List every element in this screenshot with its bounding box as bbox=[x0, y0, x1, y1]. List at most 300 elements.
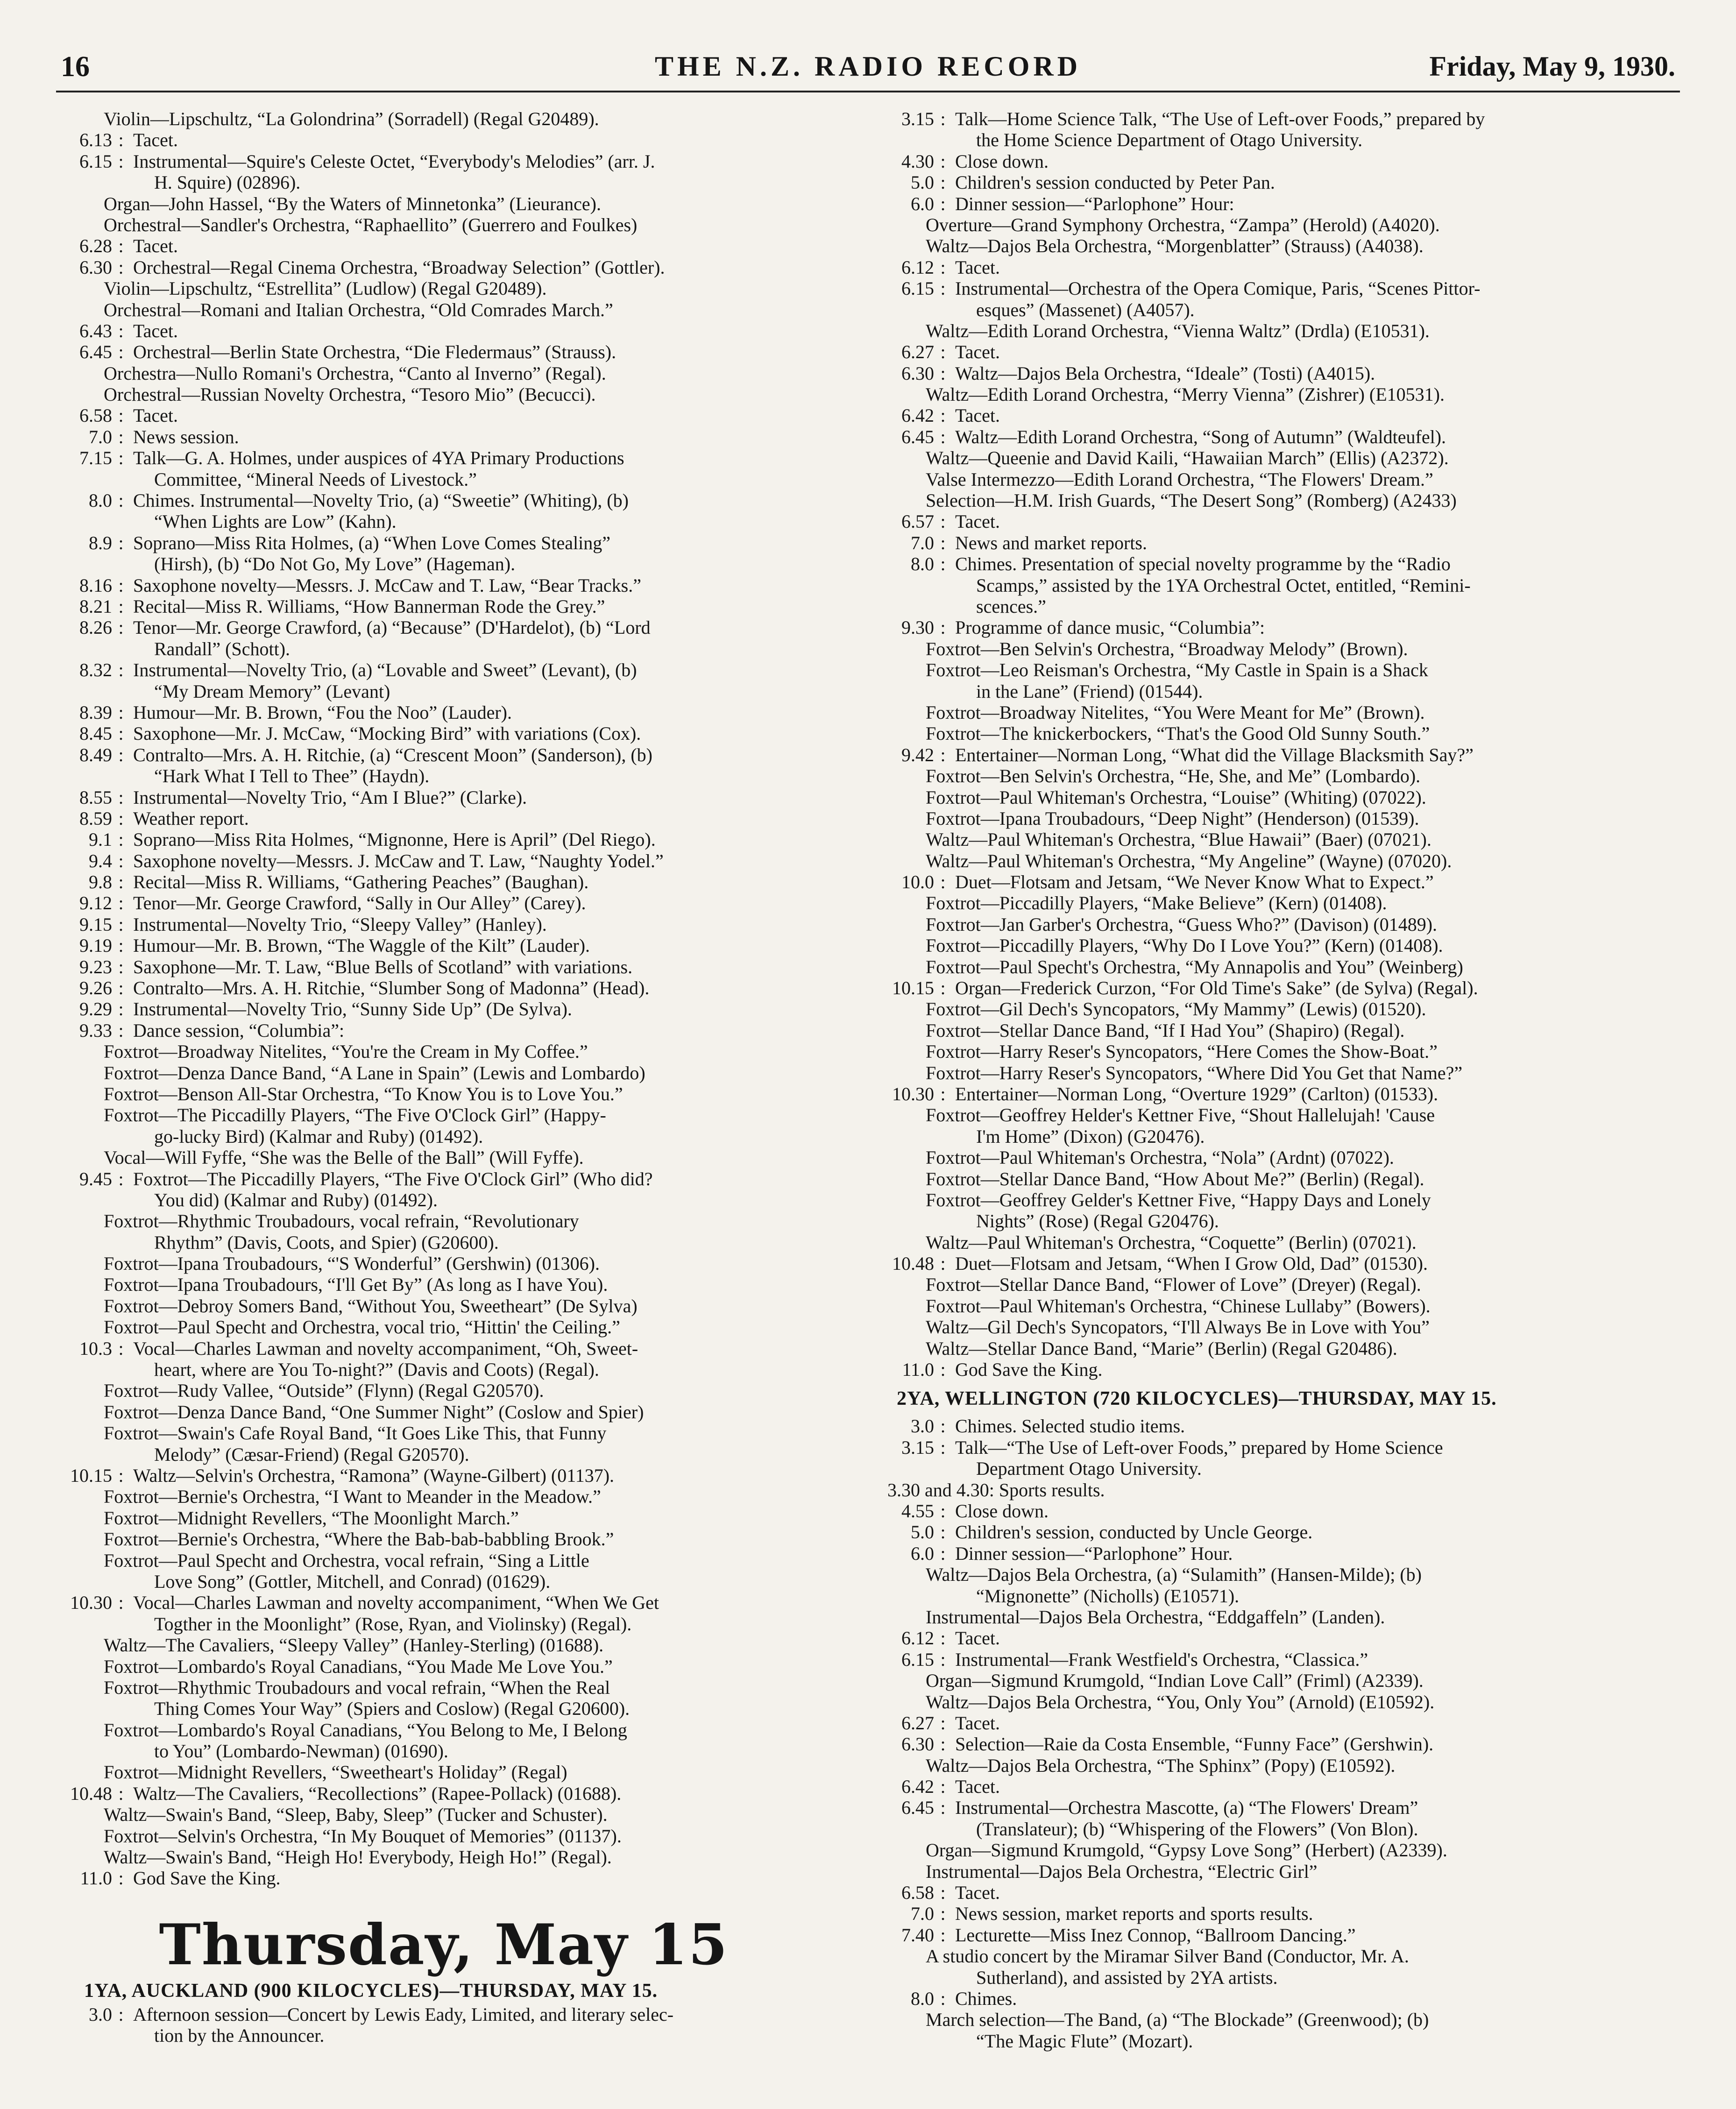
programme-line bbox=[56, 1741, 831, 1762]
programme-line bbox=[878, 638, 1672, 659]
programme-line bbox=[878, 341, 1672, 362]
programme-text: Waltz—Dajos Bela Orchestra, “You, Only You” (Arnold) (E10592). bbox=[926, 1691, 1435, 1713]
programme-line bbox=[56, 1614, 831, 1635]
programme-line bbox=[878, 1670, 1672, 1691]
time-label: 6.30 bbox=[901, 1734, 934, 1755]
programme-text: “When Lights are Low” (Kahn). bbox=[154, 511, 397, 532]
programme-line bbox=[878, 1168, 1672, 1189]
programme-line bbox=[878, 1925, 1672, 1946]
programme-text: Recital—Miss R. Williams, “Gathering Peaches” (Baughan). bbox=[133, 871, 589, 893]
programme-line bbox=[878, 151, 1672, 172]
time-separator: : bbox=[118, 1168, 124, 1189]
programme-text: the Home Science Department of Otago University. bbox=[976, 129, 1363, 151]
programme-line bbox=[56, 1295, 831, 1316]
time-label: 7.0 bbox=[89, 426, 112, 447]
right-column bbox=[878, 108, 1672, 2052]
programme-text: Saxophone novelty—Messrs. J. McCaw and T. Law, “Bear Tracks.” bbox=[133, 574, 641, 596]
programme-text: Togther in the Moonlight” (Rose, Ryan, and Violinsky) (Regal). bbox=[154, 1613, 632, 1635]
programme-line bbox=[878, 1104, 1672, 1125]
programme-line bbox=[56, 1126, 831, 1147]
time-separator: : bbox=[118, 447, 124, 469]
programme-text: “Mignonette” (Nicholls) (E10571). bbox=[976, 1585, 1240, 1607]
programme-text: Foxtrot—Jan Garber's Orchestra, “Guess Who?” (Davison) (01489). bbox=[926, 913, 1438, 935]
programme-text: Waltz—Stellar Dance Band, “Marie” (Berlin) (Regal G20486). bbox=[926, 1338, 1397, 1359]
programme-line bbox=[56, 1253, 831, 1274]
programme-line bbox=[56, 341, 831, 362]
programme-text: Tacet. bbox=[955, 1712, 1000, 1734]
programme-text: Foxtrot—Rhythmic Troubadours, vocal refrain, “Revolutionary bbox=[104, 1210, 579, 1232]
time-separator: : bbox=[118, 256, 124, 278]
time-label: 6.58 bbox=[79, 405, 112, 426]
time-label: 9.1 bbox=[89, 829, 112, 850]
programme-line bbox=[56, 2025, 831, 2046]
programme-text: A studio concert by the Miramar Silver Band (Conductor, Mr. A. bbox=[926, 1946, 1409, 1967]
programme-line bbox=[56, 1804, 831, 1825]
programme-text: Instrumental—Dajos Bela Orchestra, “Electric Girl” bbox=[926, 1861, 1318, 1882]
programme-text: News session. bbox=[133, 426, 239, 447]
programme-text: Chimes. bbox=[955, 1988, 1017, 2009]
time-separator: : bbox=[118, 341, 124, 363]
time-separator: : bbox=[118, 426, 124, 447]
time-separator: : bbox=[940, 150, 946, 172]
time-label: 9.19 bbox=[79, 935, 112, 956]
programme-text: Waltz—Dajos Bela Orchestra, (a) “Sulamith” (Hansen-Milde); (b) bbox=[926, 1564, 1422, 1585]
programme-line bbox=[878, 829, 1672, 850]
time-separator: : bbox=[940, 193, 946, 214]
programme-line bbox=[878, 1083, 1672, 1104]
programme-line bbox=[56, 1465, 831, 1486]
page-header bbox=[56, 50, 1680, 92]
station-heading-1ya: 1YA, AUCKLAND (900 KILOCYCLES)—THURSDAY, MAY 15. bbox=[84, 1980, 658, 2002]
programme-line bbox=[878, 892, 1672, 913]
time-label: 6.57 bbox=[901, 511, 934, 532]
programme-line bbox=[878, 2031, 1672, 2052]
programme-line bbox=[878, 744, 1672, 765]
programme-text: Orchestral—Romani and Italian Orchestra, “Old Comrades March.” bbox=[104, 299, 613, 320]
time-label: 10.15 bbox=[70, 1465, 112, 1486]
programme-line bbox=[56, 1147, 831, 1168]
programme-line bbox=[56, 617, 831, 638]
programme-text: Foxtrot—Stellar Dance Band, “How About Me?” (Berlin) (Regal). bbox=[926, 1168, 1424, 1189]
programme-text: Tacet. bbox=[955, 1628, 1000, 1649]
programme-text: Foxtrot—The Piccadilly Players, “The Five O'Clock Girl” (Who did? bbox=[133, 1168, 653, 1189]
time-separator: : bbox=[940, 362, 946, 384]
programme-text: Selection—Raie da Costa Ensemble, “Funny Face” (Gershwin). bbox=[955, 1734, 1434, 1755]
time-label: 8.55 bbox=[79, 786, 112, 808]
programme-line bbox=[878, 172, 1672, 193]
time-label: 5.0 bbox=[911, 172, 934, 193]
time-label: 8.0 bbox=[89, 490, 112, 511]
programme-line bbox=[56, 257, 831, 278]
time-label: 6.12 bbox=[901, 1628, 934, 1649]
programme-line bbox=[878, 257, 1672, 278]
time-separator: : bbox=[940, 1359, 946, 1380]
programme-line bbox=[878, 1882, 1672, 1903]
programme-line bbox=[56, 193, 831, 214]
time-separator: : bbox=[940, 1543, 946, 1564]
programme-text: Foxtrot—Paul Whiteman's Orchestra, “Nola” (Ardnt) (07022). bbox=[926, 1147, 1394, 1168]
programme-line bbox=[878, 935, 1672, 956]
time-label: 9.12 bbox=[79, 892, 112, 914]
programme-text: Waltz—Edith Lorand Orchestra, “Song of Autumn” (Waldteufel). bbox=[955, 426, 1446, 447]
programme-line bbox=[56, 235, 831, 256]
programme-text: Organ—Sigmund Krumgold, “Gypsy Love Song” (Herbert) (A2339). bbox=[926, 1840, 1447, 1861]
programme-line bbox=[878, 384, 1672, 405]
programme-line bbox=[56, 1316, 831, 1338]
programme-line bbox=[56, 1274, 831, 1295]
time-separator: : bbox=[118, 405, 124, 426]
time-separator: : bbox=[940, 1500, 946, 1522]
time-label: 6.28 bbox=[79, 235, 112, 257]
programme-line bbox=[878, 1126, 1672, 1147]
programme-text: Department Otago University. bbox=[976, 1458, 1202, 1479]
programme-line bbox=[878, 1903, 1672, 1924]
programme-line bbox=[56, 1062, 831, 1083]
programme-text: Instrumental—Orchestra Mascotte, (a) “The Flowers' Dream” bbox=[955, 1797, 1418, 1819]
programme-line bbox=[56, 850, 831, 871]
time-separator: : bbox=[118, 1783, 124, 1804]
programme-line bbox=[878, 1210, 1672, 1231]
programme-line bbox=[878, 214, 1672, 235]
time-separator: : bbox=[940, 617, 946, 638]
programme-text: Waltz—Dajos Bela Orchestra, “Ideale” (Tosti) (A4015). bbox=[955, 362, 1375, 384]
programme-line bbox=[56, 1380, 831, 1401]
time-label: 8.45 bbox=[79, 723, 112, 744]
programme-text: Waltz—Swain's Band, “Sleep, Baby, Sleep” (Tucker and Schuster). bbox=[104, 1804, 608, 1826]
programme-line bbox=[56, 1189, 831, 1210]
programme-text: Organ—John Hassel, “By the Waters of Minnetonka” (Lieurance). bbox=[104, 193, 601, 214]
programme-text: Waltz—Edith Lorand Orchestra, “Merry Vienna” (Zishrer) (E10531). bbox=[926, 384, 1445, 405]
time-label: 9.26 bbox=[79, 977, 112, 999]
time-separator: : bbox=[940, 977, 946, 999]
programme-line bbox=[56, 1210, 831, 1231]
programme-line bbox=[878, 1458, 1672, 1479]
programme-line bbox=[56, 744, 831, 765]
programme-line bbox=[56, 172, 831, 193]
time-separator: : bbox=[118, 235, 124, 257]
programme-line bbox=[56, 1550, 831, 1571]
programme-text: Foxtrot—Paul Whiteman's Orchestra, “Chinese Lullaby” (Bowers). bbox=[926, 1295, 1431, 1316]
time-separator: : bbox=[118, 617, 124, 638]
programme-text: I'm Home” (Dixon) (G20476). bbox=[976, 1125, 1205, 1147]
programme-text: Foxtrot—Paul Specht's Orchestra, “My Annapolis and You” (Weinberg) bbox=[926, 956, 1463, 977]
programme-text: Vocal—Charles Lawman and novelty accompaniment, “When We Get bbox=[133, 1592, 659, 1614]
programme-line bbox=[56, 405, 831, 426]
programme-text: Orchestral—Regal Cinema Orchestra, “Broadway Selection” (Gottler). bbox=[133, 256, 665, 278]
programme-line bbox=[878, 1232, 1672, 1253]
programme-text: Tenor—Mr. George Crawford, (a) “Because” (D'Hardelot), (b) “Lord bbox=[133, 617, 651, 638]
programme-line bbox=[878, 511, 1672, 532]
time-label: 6.15 bbox=[901, 1649, 934, 1670]
programme-line bbox=[56, 490, 831, 511]
programme-line bbox=[56, 511, 831, 532]
programme-text: Selection—H.M. Irish Guards, “The Desert Song” (Romberg) (A2433) bbox=[926, 490, 1457, 511]
programme-text: Committee, “Mineral Needs of Livestock.” bbox=[154, 468, 477, 490]
time-separator: : bbox=[118, 786, 124, 808]
programme-text: 3.30 and 4.30: Sports results. bbox=[887, 1479, 1105, 1500]
programme-text: Foxtrot—The knickerbockers, “That's the Good Old Sunny South.” bbox=[926, 723, 1430, 744]
time-separator: : bbox=[940, 426, 946, 447]
time-separator: : bbox=[118, 829, 124, 850]
time-separator: : bbox=[118, 595, 124, 617]
programme-text: Foxtrot—Debroy Somers Band, “Without You, Sweetheart” (De Sylva) bbox=[104, 1295, 638, 1316]
programme-text: Afternoon session—Concert by Lewis Eady, Limited, and literary selec- bbox=[133, 2003, 674, 2025]
programme-text: Humour—Mr. B. Brown, “The Waggle of the Kilt” (Lauder). bbox=[133, 935, 590, 956]
programme-text: Tacet. bbox=[133, 235, 178, 257]
programme-text: Violin—Lipschultz, “La Golondrina” (Sorradell) (Regal G20489). bbox=[104, 108, 599, 129]
programme-text: Saxophone—Mr. T. Law, “Blue Bells of Scotland” with variations. bbox=[133, 956, 633, 977]
programme-line bbox=[56, 532, 831, 553]
programme-line bbox=[878, 1797, 1672, 1818]
programme-line bbox=[56, 1677, 831, 1698]
programme-line bbox=[878, 1861, 1672, 1882]
programme-line bbox=[56, 447, 831, 468]
day-heading: Thursday, May 15 bbox=[159, 1911, 729, 1978]
programme-line bbox=[878, 1189, 1672, 1210]
programme-line bbox=[878, 1819, 1672, 1840]
programme-line bbox=[878, 363, 1672, 384]
programme-line bbox=[56, 1592, 831, 1613]
programme-text: Foxtrot—Paul Specht and Orchestra, vocal trio, “Hittin' the Ceiling.” bbox=[104, 1316, 620, 1338]
programme-line bbox=[878, 850, 1672, 871]
2ya-programme-list bbox=[878, 1415, 1672, 2052]
programme-line bbox=[878, 596, 1672, 617]
time-separator: : bbox=[118, 320, 124, 341]
time-separator: : bbox=[940, 1522, 946, 1543]
time-label: 11.0 bbox=[902, 1359, 934, 1380]
time-label: 4.30 bbox=[901, 150, 934, 172]
programme-line bbox=[56, 787, 831, 808]
programme-text: Instrumental—Orchestra of the Opera Comique, Paris, “Scenes Pittor- bbox=[955, 278, 1481, 299]
programme-line bbox=[56, 1635, 831, 1656]
time-separator: : bbox=[940, 1797, 946, 1819]
time-separator: : bbox=[940, 1882, 946, 1904]
programme-text: Talk—Home Science Talk, “The Use of Left-over Foods,” prepared by bbox=[955, 108, 1485, 129]
programme-text: in the Lane” (Friend) (01544). bbox=[976, 680, 1203, 702]
left-programme-list bbox=[56, 108, 831, 1889]
programme-line bbox=[878, 1691, 1672, 1713]
programme-line bbox=[56, 1783, 831, 1804]
time-separator: : bbox=[940, 1776, 946, 1798]
programme-line bbox=[878, 447, 1672, 468]
programme-line bbox=[878, 1967, 1672, 1988]
programme-line bbox=[878, 1776, 1672, 1797]
programme-line bbox=[878, 1062, 1672, 1083]
time-label: 10.0 bbox=[901, 871, 934, 893]
time-label: 7.15 bbox=[79, 447, 112, 469]
programme-text: Foxtrot—Midnight Revellers, “The Moonlight March.” bbox=[104, 1507, 519, 1529]
programme-line bbox=[878, 914, 1672, 935]
programme-text: Waltz—Gil Dech's Syncopators, “I'll Always Be in Love with You” bbox=[926, 1316, 1430, 1338]
programme-line bbox=[878, 1316, 1672, 1338]
programme-line bbox=[878, 765, 1672, 786]
programme-line bbox=[878, 1628, 1672, 1649]
programme-text: Foxtrot—Bernie's Orchestra, “Where the Bab-bab-babbling Brook.” bbox=[104, 1529, 614, 1550]
programme-line bbox=[56, 1338, 831, 1359]
time-separator: : bbox=[940, 1415, 946, 1437]
time-label: 6.45 bbox=[901, 1797, 934, 1819]
programme-text: Waltz—Paul Whiteman's Orchestra, “My Angeline” (Wayne) (07020). bbox=[926, 850, 1452, 871]
time-separator: : bbox=[118, 1592, 124, 1614]
programme-text: Duet—Flotsam and Jetsam, “We Never Know What to Expect.” bbox=[955, 871, 1434, 893]
programme-text: Foxtrot—The Piccadilly Players, “The Five O'Clock Girl” (Happy- bbox=[104, 1104, 606, 1126]
time-label: 6.30 bbox=[901, 362, 934, 384]
programme-line bbox=[878, 681, 1672, 702]
programme-text: Tacet. bbox=[955, 405, 1000, 426]
right-programme-list bbox=[878, 108, 1672, 1380]
programme-text: Children's session, conducted by Uncle George. bbox=[955, 1522, 1313, 1543]
programme-line bbox=[878, 278, 1672, 299]
time-separator: : bbox=[940, 341, 946, 363]
time-label: 10.30 bbox=[70, 1592, 112, 1614]
programme-text: Orchestral—Russian Novelty Orchestra, “Tesoro Mio” (Becucci). bbox=[104, 384, 596, 405]
time-separator: : bbox=[118, 659, 124, 681]
time-label: 3.0 bbox=[911, 1415, 934, 1437]
programme-text: heart, where are You To-night?” (Davis and Coots) (Regal). bbox=[154, 1359, 599, 1380]
programme-line bbox=[56, 575, 831, 596]
programme-line bbox=[878, 723, 1672, 744]
programme-text: to You” (Lombardo-Newman) (01690). bbox=[154, 1741, 448, 1762]
programme-text: March selection—The Band, (a) “The Blockade” (Greenwood); (b) bbox=[926, 2009, 1429, 2031]
time-label: 6.15 bbox=[901, 278, 934, 299]
programme-text: (Translateur); (b) “Whispering of the Flowers” (Von Blon). bbox=[976, 1818, 1418, 1840]
programme-text: Chimes. Selected studio items. bbox=[955, 1415, 1185, 1437]
programme-line bbox=[878, 1415, 1672, 1437]
time-label: 6.0 bbox=[911, 1543, 934, 1564]
programme-text: Sutherland), and assisted by 2YA artists. bbox=[976, 1967, 1278, 1988]
time-label: 6.42 bbox=[901, 405, 934, 426]
programme-text: Foxtrot—Piccadilly Players, “Make Believe” (Kern) (01408). bbox=[926, 892, 1387, 914]
programme-line bbox=[56, 214, 831, 235]
programme-line bbox=[56, 426, 831, 447]
programme-line bbox=[56, 108, 831, 129]
time-label: 9.30 bbox=[901, 617, 934, 638]
programme-line bbox=[878, 553, 1672, 574]
programme-text: Vocal—Charles Lawman and novelty accompaniment, “Oh, Sweet- bbox=[133, 1338, 638, 1359]
time-label: 8.0 bbox=[911, 553, 934, 575]
time-label: 6.42 bbox=[901, 1776, 934, 1798]
programme-line bbox=[56, 829, 831, 850]
time-separator: : bbox=[118, 913, 124, 935]
programme-line bbox=[56, 129, 831, 150]
programme-text: Nights” (Rose) (Regal G20476). bbox=[976, 1210, 1219, 1232]
programme-text: Orchestral—Berlin State Orchestra, “Die Fledermaus” (Strauss). bbox=[133, 341, 616, 363]
programme-line bbox=[56, 659, 831, 680]
programme-line bbox=[878, 1020, 1672, 1041]
programme-line bbox=[56, 1529, 831, 1550]
time-label: 9.45 bbox=[79, 1168, 112, 1189]
programme-text: Recital—Miss R. Williams, “How Bannerman Rode the Grey.” bbox=[133, 595, 605, 617]
programme-line bbox=[878, 320, 1672, 341]
programme-text: Tacet. bbox=[133, 320, 178, 341]
time-label: 9.8 bbox=[89, 871, 112, 893]
programme-line bbox=[56, 1656, 831, 1677]
programme-text: Instrumental—Novelty Trio, “Sunny Side Up” (De Sylva). bbox=[133, 998, 572, 1020]
programme-text: Chimes. Instrumental—Novelty Trio, (a) “Sweetie” (Whiting), (b) bbox=[133, 490, 629, 511]
programme-text: Foxtrot—Geoffrey Helder's Kettner Five, “Shout Hallelujah! 'Cause bbox=[926, 1104, 1435, 1126]
programme-line bbox=[878, 426, 1672, 447]
time-label: 9.33 bbox=[79, 1019, 112, 1041]
station-heading-2ya: 2YA, WELLINGTON (720 KILOCYCLES)—THURSDAY, MAY 15. bbox=[897, 1388, 1497, 1410]
programme-line bbox=[56, 320, 831, 341]
programme-line bbox=[878, 490, 1672, 511]
programme-line bbox=[56, 363, 831, 384]
time-separator: : bbox=[118, 723, 124, 744]
programme-line bbox=[878, 977, 1672, 998]
programme-line bbox=[56, 278, 831, 299]
programme-text: Violin—Lipschultz, “Estrellita” (Ludlow) (Regal G20489). bbox=[104, 278, 547, 299]
programme-text: Saxophone novelty—Messrs. J. McCaw and T. Law, “Naughty Yodel.” bbox=[133, 850, 664, 871]
time-label: 6.30 bbox=[79, 256, 112, 278]
programme-text: Foxtrot—Harry Reser's Syncopators, “Where Did You Get that Name?” bbox=[926, 1062, 1463, 1083]
programme-text: News session, market reports and sports results. bbox=[955, 1903, 1313, 1925]
time-label: 3.15 bbox=[901, 108, 934, 129]
programme-line bbox=[878, 1338, 1672, 1359]
programme-line bbox=[56, 553, 831, 574]
programme-text: Close down. bbox=[955, 1500, 1049, 1522]
programme-line bbox=[56, 1847, 831, 1868]
programme-line bbox=[878, 1585, 1672, 1607]
time-label: 8.59 bbox=[79, 807, 112, 829]
time-label: 7.40 bbox=[901, 1924, 934, 1946]
time-separator: : bbox=[940, 172, 946, 193]
programme-text: Waltz—Swain's Band, “Heigh Ho! Everybody, Heigh Ho!” (Regal). bbox=[104, 1847, 612, 1868]
time-separator: : bbox=[118, 574, 124, 596]
programme-text: Tacet. bbox=[955, 256, 1000, 278]
programme-line bbox=[878, 469, 1672, 490]
time-label: 7.0 bbox=[911, 532, 934, 553]
programme-text: Waltz—The Cavaliers, “Sleepy Valley” (Hanley-Sterling) (01688). bbox=[104, 1635, 604, 1656]
programme-line bbox=[878, 1295, 1672, 1316]
programme-text: Instrumental—Novelty Trio, “Am I Blue?” (Clarke). bbox=[133, 786, 527, 808]
programme-text: Foxtrot—Geoffrey Gelder's Kettner Five, “Happy Days and Lonely bbox=[926, 1189, 1431, 1210]
programme-line bbox=[56, 702, 831, 723]
issue-date: Friday, May 9, 1930. bbox=[1429, 51, 1675, 82]
programme-line bbox=[878, 702, 1672, 723]
programme-text: Randall” (Schott). bbox=[154, 638, 291, 659]
programme-text: Dinner session—“Parlophone” Hour: bbox=[955, 193, 1234, 214]
programme-text: Foxtrot—Ipana Troubadours, “'S Wonderful” (Gershwin) (01306). bbox=[104, 1253, 600, 1274]
time-separator: : bbox=[118, 998, 124, 1020]
programme-text: go-lucky Bird) (Kalmar and Ruby) (01492). bbox=[154, 1125, 483, 1147]
programme-line bbox=[56, 299, 831, 320]
programme-line bbox=[878, 1479, 1672, 1500]
programme-text: Waltz—Edith Lorand Orchestra, “Vienna Waltz” (Drdla) (E10531). bbox=[926, 320, 1430, 341]
time-label: 8.26 bbox=[79, 617, 112, 638]
programme-line bbox=[56, 1762, 831, 1783]
time-separator: : bbox=[940, 1924, 946, 1946]
programme-text: Waltz—Paul Whiteman's Orchestra, “Blue Hawaii” (Baer) (07021). bbox=[926, 829, 1431, 850]
programme-text: Instrumental—Dajos Bela Orchestra, “Eddgaffeln” (Landen). bbox=[926, 1606, 1385, 1628]
time-separator: : bbox=[940, 1712, 946, 1734]
time-separator: : bbox=[118, 956, 124, 977]
programme-text: Organ—Sigmund Krumgold, “Indian Love Call” (Friml) (A2339). bbox=[926, 1670, 1424, 1691]
programme-text: Weather report. bbox=[133, 807, 249, 829]
time-separator: : bbox=[118, 129, 124, 151]
programme-line bbox=[878, 617, 1672, 638]
programme-text: Instrumental—Squire's Celeste Octet, “Everybody's Melodies” (arr. J. bbox=[133, 150, 655, 172]
programme-line bbox=[878, 1253, 1672, 1274]
programme-text: Contralto—Mrs. A. H. Ritchie, (a) “Crescent Moon” (Sanderson), (b) bbox=[133, 744, 652, 765]
programme-line bbox=[56, 384, 831, 405]
time-separator: : bbox=[940, 553, 946, 575]
programme-line bbox=[878, 1840, 1672, 1861]
programme-line bbox=[878, 659, 1672, 680]
time-separator: : bbox=[118, 490, 124, 511]
time-label: 8.39 bbox=[79, 701, 112, 723]
programme-line bbox=[56, 596, 831, 617]
programme-line bbox=[878, 1988, 1672, 2009]
